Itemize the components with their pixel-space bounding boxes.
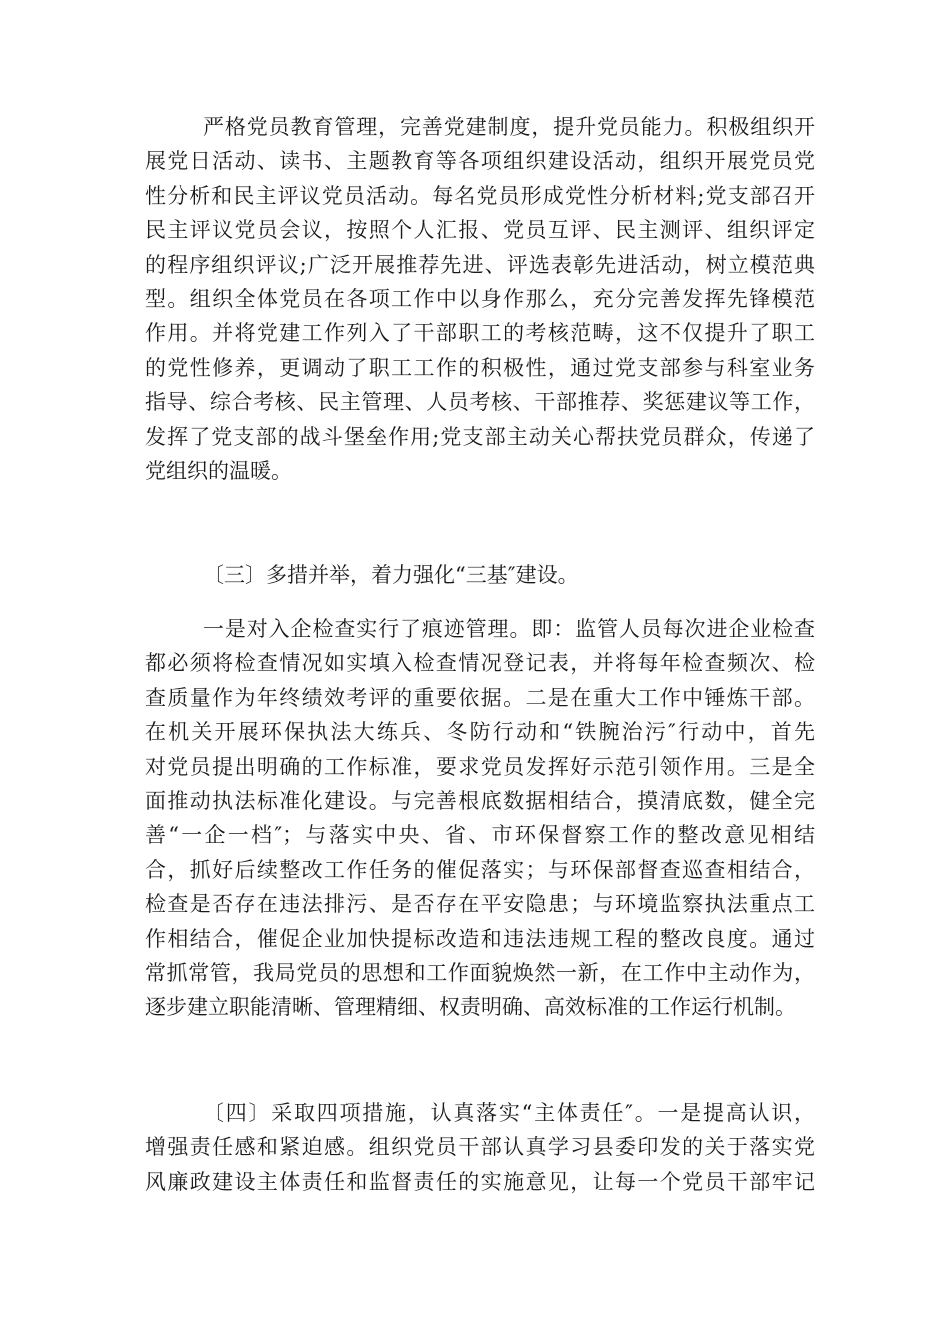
paragraph-party-member-education [145, 110, 815, 488]
text-line: 合，抓好后续整改工作任务的催促落实；与环保部督查巡查相结合， [145, 857, 815, 882]
text-line: 民主评议党员会议，按照个人汇报、党员互评、民主测评、组织评定 [145, 218, 815, 243]
text-line: 的程序组织评议;广泛开展推荐先进、评选表彰先进活动，树立模范典 [145, 252, 815, 277]
text-line: 面推动执法标准化建设。与完善根底数据相结合，摸清底数，健全完 [145, 788, 815, 813]
text-line: 一是对入企检查实行了痕迹管理。即：监管人员每次进企业检查 [203, 617, 815, 641]
text-line: 作相结合，催促企业加快提标改造和违法违规工程的整改良度。通过 [145, 926, 815, 951]
section-heading: 〔三〕多措并举，着力强化“三基″建设。 [203, 563, 579, 587]
text-line: 检查是否存在违法排污、是否存在平安隐患；与环境监察执法重点工 [145, 892, 815, 917]
section-heading-three-basics [145, 558, 815, 592]
text-line: 善“一企一档″；与落实中央、省、市环保督察工作的整改意见相结 [145, 823, 815, 848]
paragraph-inspection-management [145, 612, 815, 1025]
text-line: 风廉政建设主体责任和监督责任的实施意见，让每一个党员干部牢记 [145, 1169, 815, 1194]
text-line: 作用。并将党建工作列入了干部职工的考核范畴，这不仅提升了职工 [145, 321, 815, 346]
paragraph-main-responsibility [145, 1096, 815, 1199]
text-line: 逐步建立职能清晰、管理精细、权责明确、高效标准的工作运行机制。 [145, 995, 796, 1020]
text-line: 都必须将检查情况如实填入检查情况登记表，并将每年检查频次、检 [145, 651, 815, 676]
text-line: 型。组织全体党员在各项工作中以身作那么，充分完善发挥先锋模范 [145, 286, 815, 311]
text-line: 在机关开展环保执法大练兵、冬防行动和“铁腕治污″行动中，首先 [145, 720, 815, 745]
text-line: 〔四〕采取四项措施，认真落实“主体责任″。一是提高认识， [203, 1101, 815, 1125]
text-line: 严格党员教育管理，完善党建制度，提升党员能力。积极组织开 [203, 115, 815, 139]
text-line: 增强责任感和紧迫感。组织党员干部认真学习县委印发的关于落实党 [145, 1135, 815, 1160]
text-line: 发挥了党支部的战斗堡垒作用;党支部主动关心帮扶党员群众，传递了 [145, 424, 815, 449]
text-line: 常抓常管，我局党员的思想和工作面貌焕然一新，在工作中主动作为， [145, 960, 815, 985]
text-line: 党组织的温暖。 [145, 458, 292, 483]
text-line: 对党员提出明确的工作标准，要求党员发挥好示范引领作用。三是全 [145, 754, 815, 779]
text-line: 指导、综合考核、民主管理、人员考核、干部推荐、奖惩建议等工作， [145, 390, 815, 415]
text-line: 的党性修养，更调动了职工工作的积极性，通过党支部参与科室业务 [145, 355, 815, 380]
text-line: 展党日活动、读书、主题教育等各项组织建设活动，组织开展党员党 [145, 149, 815, 174]
text-line: 查质量作为年终绩效考评的重要依据。二是在重大工作中锤炼干部。 [145, 685, 815, 710]
text-line: 性分析和民主评议党员活动。每名党员形成党性分析材料;党支部召开 [145, 183, 815, 208]
